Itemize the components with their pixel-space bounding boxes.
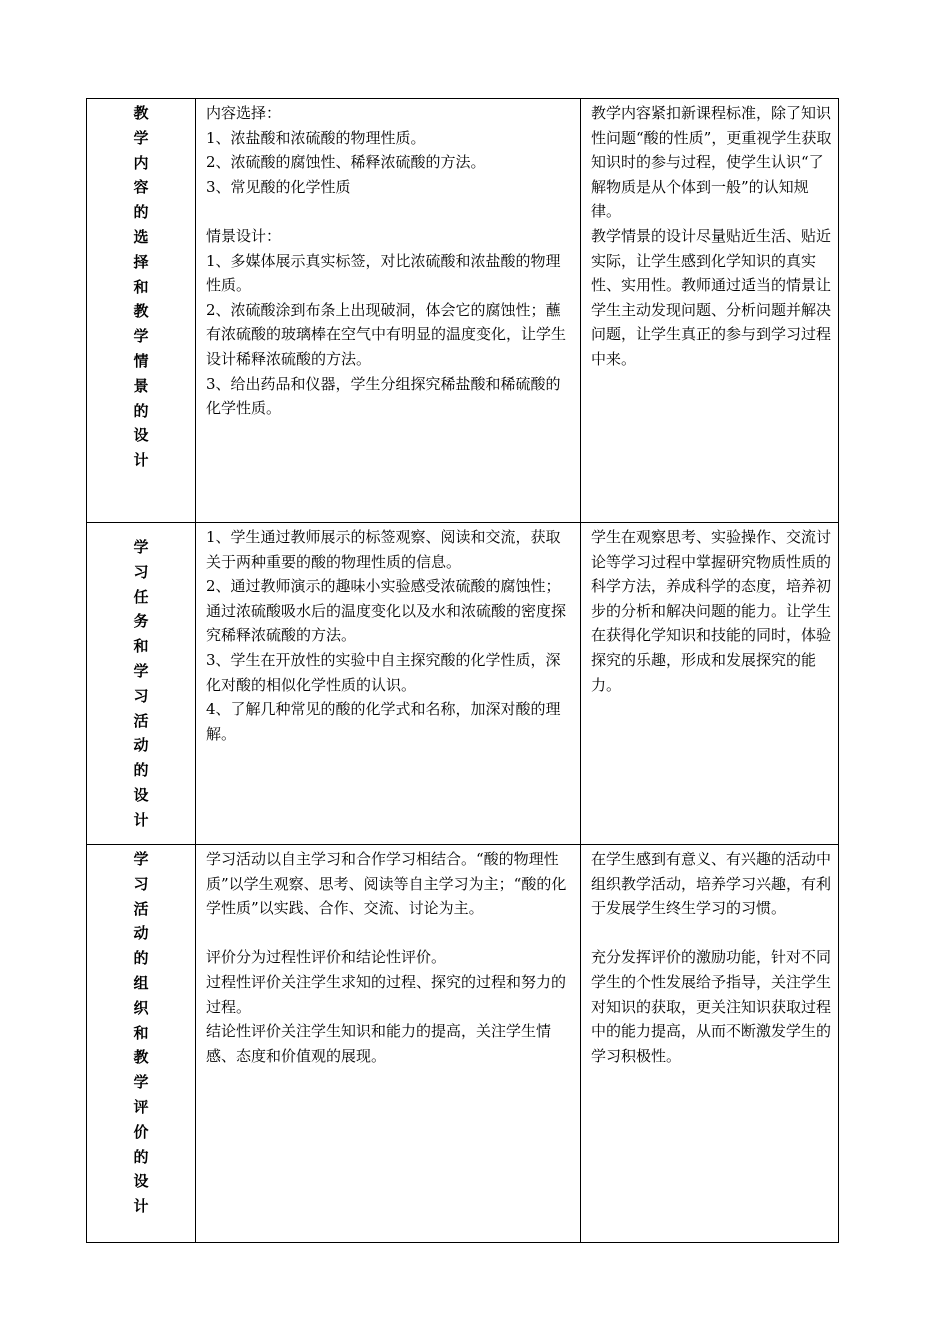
row-label-char: 习 <box>133 562 149 581</box>
content-paragraph: 1、学生通过教师展示的标签观察、阅读和交流，获取关于两种重要的酸的物理性质的信息。 <box>206 528 561 571</box>
row-label-char: 任 <box>133 587 149 606</box>
row-label <box>87 523 195 833</box>
content-paragraph: 2、浓硫酸的腐蚀性、稀释浓硫酸的方法。 <box>206 153 486 172</box>
table-row-tasks-and-activities <box>87 523 839 845</box>
blank-line <box>591 921 832 946</box>
row-label-char: 价 <box>133 1122 149 1141</box>
content-text <box>196 523 580 746</box>
row-label-char: 学 <box>133 850 149 868</box>
row-label-char: 教 <box>133 1048 149 1067</box>
content-paragraph: 1、浓盐酸和浓硫酸的物理性质。 <box>206 128 426 147</box>
row-label-char: 计 <box>133 451 149 470</box>
content-paragraph: 2、浓硫酸涂到布条上出现破洞，体会它的腐蚀性；蘸有浓硫酸的玻璃棒在空气中有明显的温度变化，让学生设计稀释浓硫酸的方法。 <box>206 300 567 368</box>
row-label-char: 教 <box>133 104 149 122</box>
row-label-char: 择 <box>133 252 149 271</box>
comment-cell <box>581 523 839 845</box>
content-text <box>196 99 580 421</box>
content-paragraph: 3、常见酸的化学性质 <box>206 177 351 196</box>
row-label-char: 的 <box>133 1147 149 1166</box>
row-label-char: 习 <box>133 686 149 705</box>
row-label-char: 景 <box>133 376 149 395</box>
row-label-char: 教 <box>133 302 149 321</box>
row-label-char: 的 <box>133 401 149 420</box>
lesson-plan-table <box>86 98 839 1243</box>
row-label-char: 的 <box>133 949 149 968</box>
comment-paragraph: 在学生感到有意义、有兴趣的活动中组织教学活动，培养学习兴趣，有利于发展学生终生学习的习惯。 <box>591 850 832 918</box>
content-paragraph: 情景设计： <box>206 226 282 245</box>
content-paragraph: 2、通过教师演示的趣味小实验感受浓硫酸的腐蚀性；通过浓硫酸吸水后的温度变化以及水和浓硫酸的密度探究稀释浓硫酸的方法。 <box>206 577 567 645</box>
comment-text <box>581 523 838 697</box>
row-label-char: 选 <box>133 227 149 246</box>
row-label-char: 和 <box>133 277 149 296</box>
blank-line <box>206 921 574 946</box>
content-cell <box>196 845 581 1243</box>
table-row-content-and-scenario <box>87 99 839 523</box>
row-label-char: 设 <box>133 1172 149 1191</box>
content-paragraph: 3、学生在开放性的实验中自主探究酸的化学性质，深化对酸的相似化学性质的认识。 <box>206 650 561 694</box>
comment-text <box>581 99 838 372</box>
blank-line <box>206 199 574 224</box>
content-paragraph: 结论性评价关注学生知识和能力的提高，关注学生情感、态度和价值观的展现。 <box>206 1022 552 1065</box>
row-label-char: 和 <box>133 1023 149 1042</box>
row-label-char: 学 <box>133 128 149 147</box>
row-label-char: 和 <box>133 637 149 656</box>
row-label-char: 务 <box>133 612 149 631</box>
row-label-char: 计 <box>133 810 149 829</box>
comment-paragraph: 学生在观察思考、实验操作、交流讨论等学习过程中掌握研究物质性质的科学方法，养成科学的态度，培养初步的分析和解决问题的能力。让学生在获得化学知识和技能的同时，体验探究的乐趣，形成和发展探究的能力。 <box>591 528 832 694</box>
row-label-char: 织 <box>133 998 149 1017</box>
comment-paragraph: 教学情景的设计尽量贴近生活、贴近实际，让学生感到化学知识的真实性、实用性。教师通过适当的情景让学生主动发现问题、分析问题并解决问题，让学生真正的参与到学习过程中来。 <box>591 226 832 368</box>
row-label-char: 评 <box>133 1097 149 1116</box>
content-paragraph: 学习活动以自主学习和合作学习相结合。“酸的物理性质”以学生观察、思考、阅读等自主学习为主；“酸的化学性质”以实践、合作、交流、讨论为主。 <box>206 850 567 918</box>
row-label-char: 的 <box>133 761 149 780</box>
comment-text <box>581 845 838 1068</box>
row-label-char: 动 <box>133 736 149 755</box>
content-paragraph: 3、给出药品和仪器，学生分组探究稀盐酸和稀硫酸的化学性质。 <box>206 374 561 418</box>
row-label-char: 活 <box>133 711 149 730</box>
row-label-char: 情 <box>133 351 149 370</box>
row-label <box>87 845 195 1219</box>
row-label-char: 习 <box>133 874 149 893</box>
content-paragraph: 内容选择： <box>206 104 282 122</box>
comment-cell <box>581 99 839 523</box>
row-label-char: 计 <box>133 1197 149 1216</box>
row-label-char: 动 <box>133 924 149 943</box>
content-paragraph: 评价分为过程性评价和结论性评价。 <box>206 948 447 967</box>
content-cell <box>196 523 581 845</box>
content-paragraph: 4、了解几种常见的酸的化学式和名称，加深对酸的理解。 <box>206 700 561 743</box>
row-label-cell <box>87 845 196 1243</box>
row-label-char: 的 <box>133 203 149 222</box>
row-label <box>87 99 195 473</box>
row-label-cell <box>87 523 196 845</box>
content-cell <box>196 99 581 523</box>
row-label-char: 学 <box>133 1073 149 1092</box>
row-label-char: 组 <box>133 973 149 992</box>
row-label-char: 学 <box>133 538 149 556</box>
comment-paragraph: 教学内容紧扣新课程标准，除了知识性问题“酸的性质”，更重视学生获取知识时的参与过程，使学生认识“了解物质是从个体到一般”的认知规律。 <box>591 104 832 221</box>
content-paragraph: 1、多媒体展示真实标签，对比浓硫酸和浓盐酸的物理性质。 <box>206 251 561 295</box>
row-label-char: 学 <box>133 327 149 346</box>
row-label-char: 设 <box>133 426 149 445</box>
row-label-char: 活 <box>133 899 149 918</box>
content-paragraph: 过程性评价关注学生求知的过程、探究的过程和努力的过程。 <box>206 972 567 1016</box>
row-label-char: 容 <box>133 178 149 197</box>
comment-cell <box>581 845 839 1243</box>
row-label-char: 学 <box>133 661 149 680</box>
row-label-char: 内 <box>133 153 149 172</box>
row-label-cell <box>87 99 196 523</box>
comment-paragraph: 充分发挥评价的激励功能，针对不同学生的个性发展给予指导，关注学生对知识的获取，更关注知识获取过程中的能力提高，从而不断激发学生的学习积极性。 <box>591 948 832 1065</box>
row-label-char: 设 <box>133 785 149 804</box>
table-row-organization-and-evaluation <box>87 845 839 1243</box>
content-text <box>196 845 580 1068</box>
